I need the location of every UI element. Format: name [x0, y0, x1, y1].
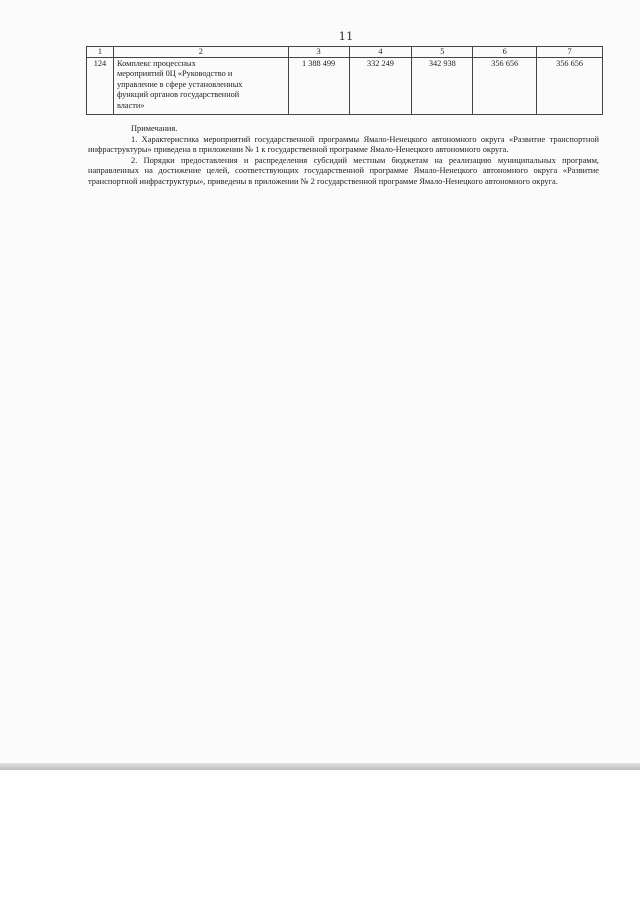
total-value-cell: 1 388 499 — [288, 58, 349, 115]
name-line: функций органов государственной — [116, 90, 240, 100]
table-header-row — [87, 47, 603, 58]
column-header: 3 — [288, 47, 349, 58]
row-number-cell: 124 — [87, 58, 114, 115]
column-header: 6 — [473, 47, 537, 58]
page-edge-shadow — [0, 763, 640, 770]
column-header: 5 — [412, 47, 473, 58]
value-cell: 332 249 — [349, 58, 412, 115]
program-table — [86, 46, 603, 115]
value-cell: 342 938 — [412, 58, 473, 115]
name-line: управление в сфере установленных — [116, 79, 243, 89]
column-header: 1 — [87, 47, 114, 58]
note-item: 1. Характеристика мероприятий государственной программы Ямало-Ненецкого автономного округа «Развитие транспортной инфраструктуры» приведена в приложении № 1 к государственной программе Ямало-Ненецкого автономного округа. — [88, 134, 599, 155]
page-number: 11 — [338, 29, 354, 43]
activity-name-cell — [113, 58, 288, 115]
column-header: 7 — [537, 47, 603, 58]
note-item: 2. Порядки предоставления и распределения субсидий местным бюджетам на реализацию муниципальных программ, направленных на достижение целей, соответствующих государственной программе Ямало-Ненецкого автономного округа «Развитие транспортной инфраструктуры», приведены в приложении № 2 государственной программе Ямало-Ненецкого автономного округа. — [88, 155, 599, 186]
name-line: власти» — [116, 100, 145, 110]
value-cell: 356 656 — [473, 58, 537, 115]
column-header: 2 — [113, 47, 288, 58]
column-header: 4 — [349, 47, 412, 58]
name-line: Комплекс процессных — [116, 59, 196, 68]
name-line: мероприятий 0Ц «Руководство и — [116, 69, 233, 79]
notes-title: Примечания. — [131, 124, 178, 133]
table-row — [87, 58, 603, 115]
notes-section — [88, 124, 599, 188]
value-cell: 356 656 — [537, 58, 603, 115]
